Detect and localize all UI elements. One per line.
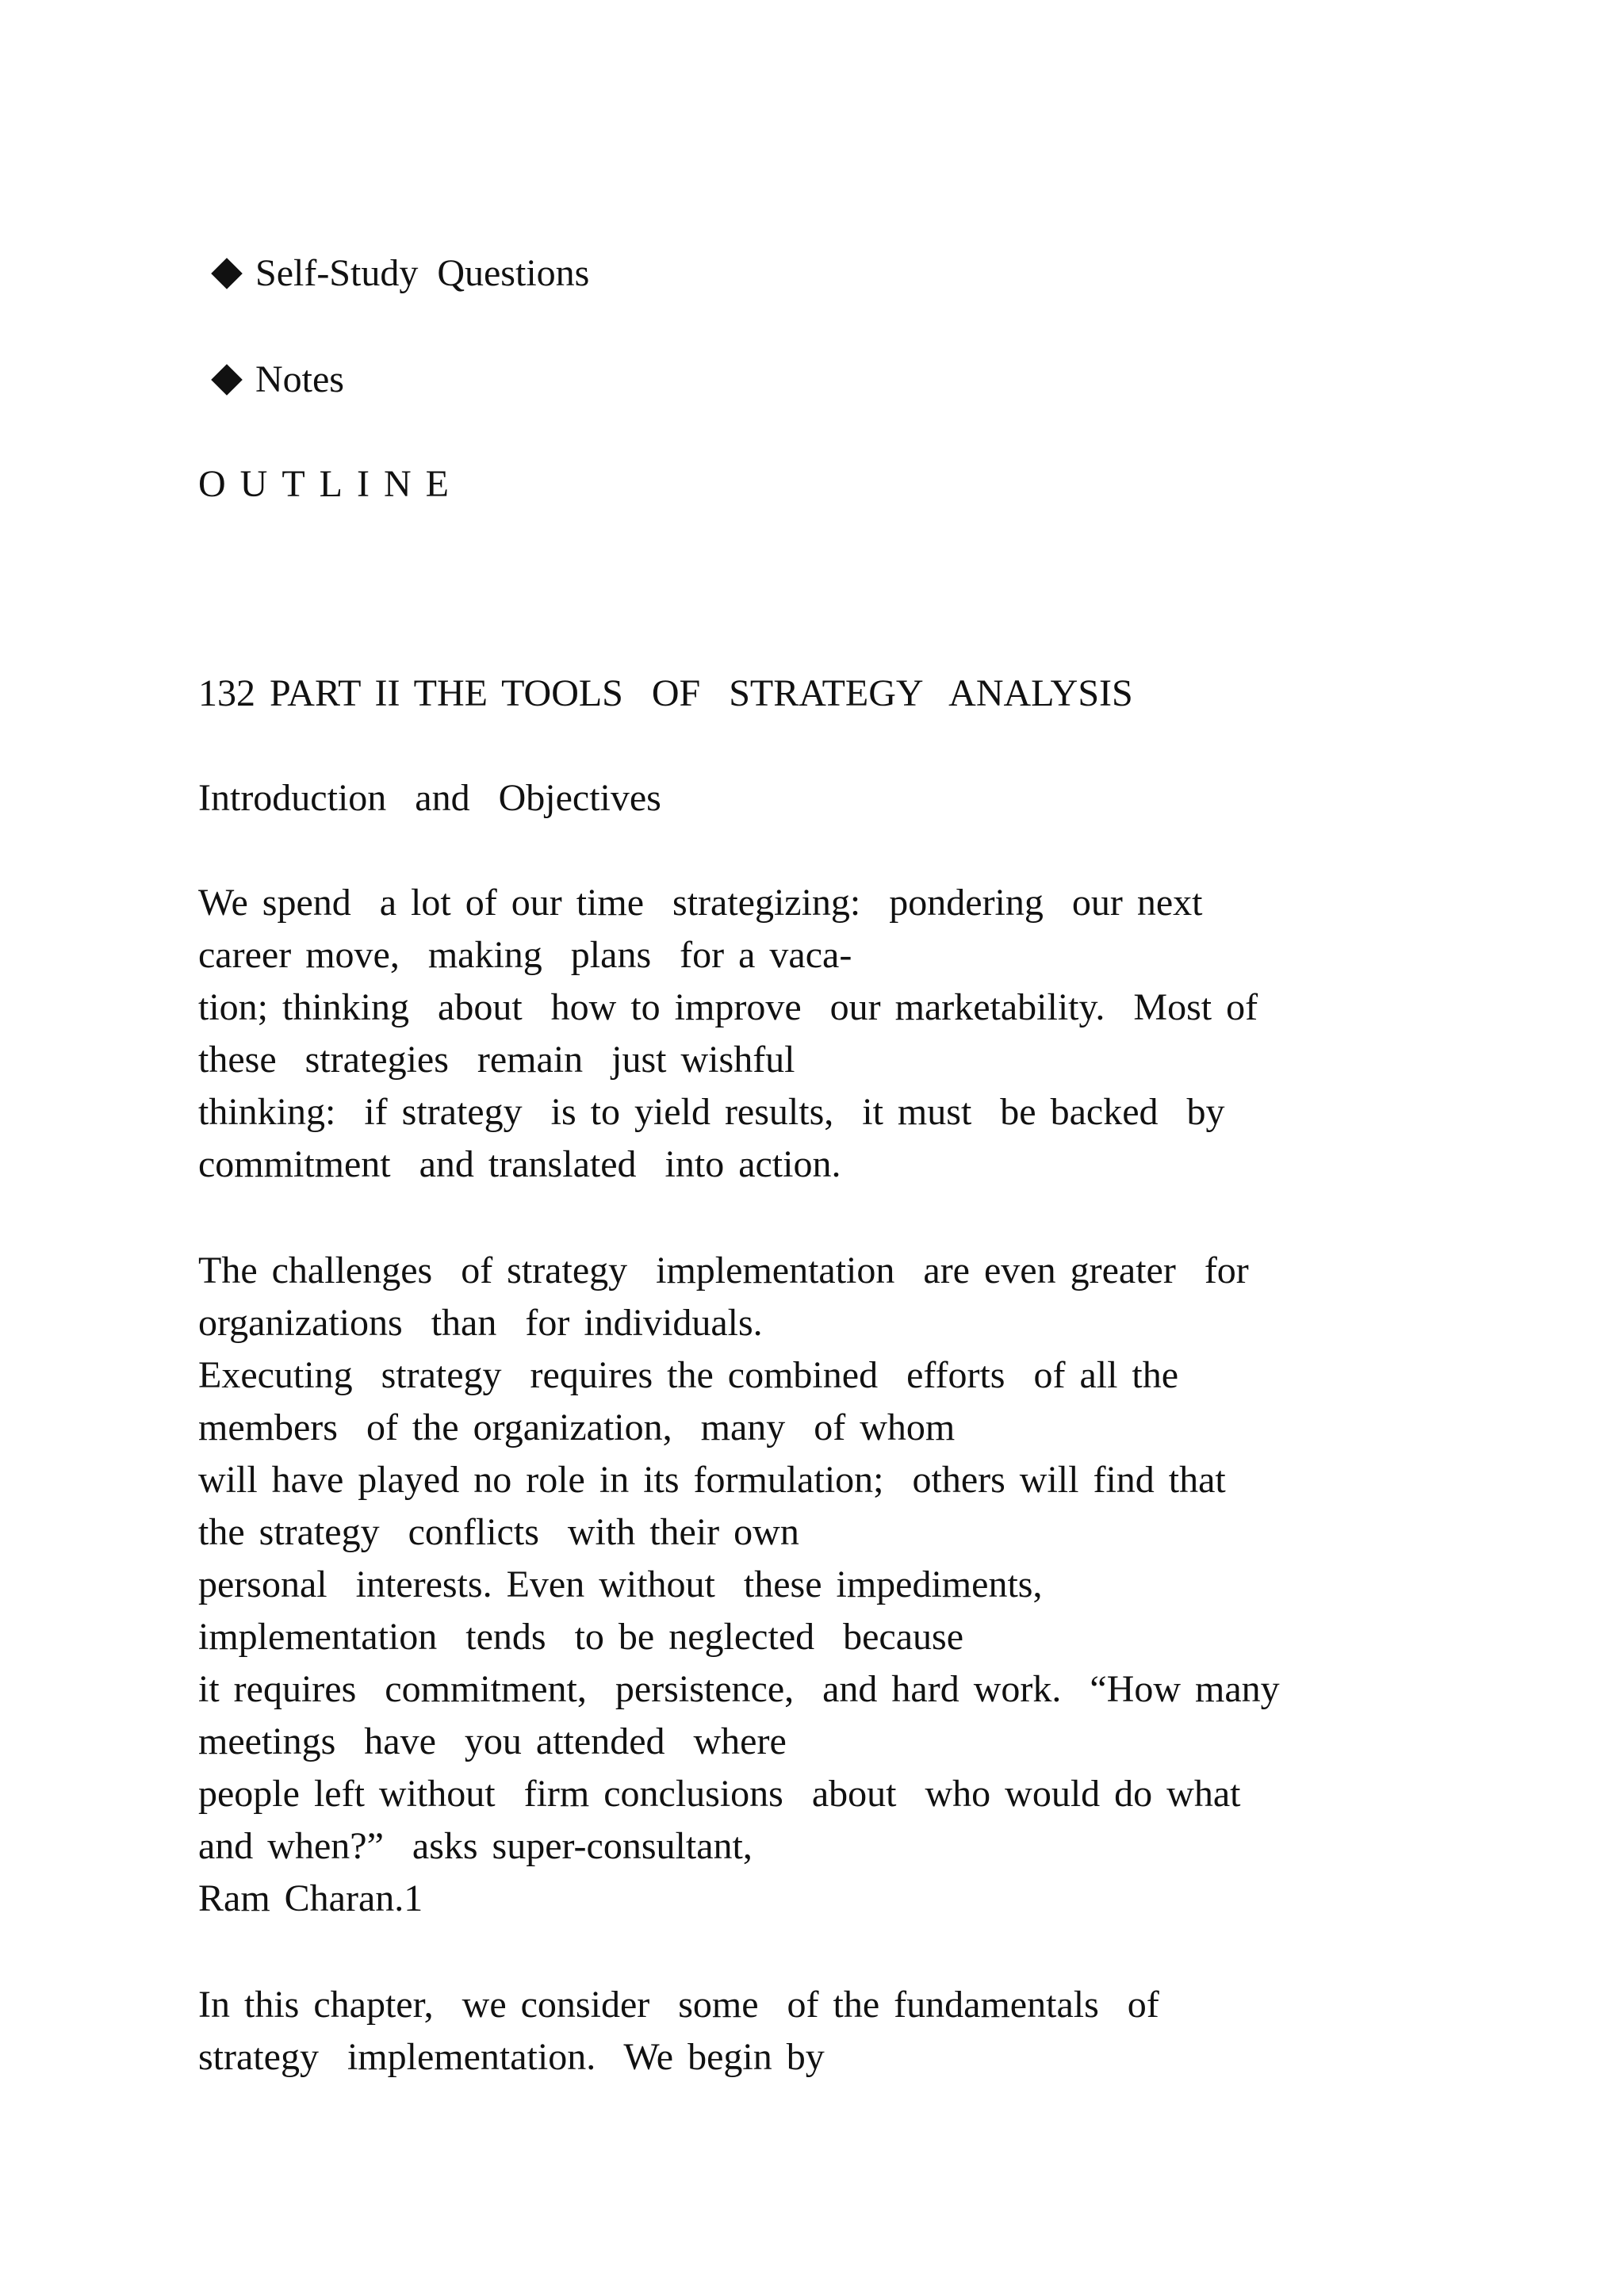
paragraph-line: The challenges of strategy implementation are even greater for [198,1249,1249,1292]
paragraph-line: commitment and translated into action. [198,1143,841,1185]
paragraph-line: will have played no role in its formulation; others will find that [198,1459,1226,1501]
paragraph-line: strategy implementation. We begin by [198,2036,825,2078]
bullet-item-notes [213,354,344,406]
paragraph-line: and when?” asks super-consultant, [198,1825,753,1867]
bullet-text: Self-Study Questions [255,252,590,294]
paragraph-line: members of the organization, many of whom [198,1406,956,1448]
paragraph-line: these strategies remain just wishful [198,1039,795,1081]
section-title: Introduction and Objectives [198,777,661,819]
bullet-text: Notes [255,358,344,400]
paragraph-line: implementation tends to be neglected because [198,1616,964,1658]
paragraph-line: people left without firm conclusions about who would do what [198,1773,1241,1815]
diamond-bullet-icon [211,364,243,396]
paragraph-line: it requires commitment, persistence, and hard work. “How many [198,1668,1280,1710]
paragraph-line: thinking: if strategy is to yield results, it must be backed by [198,1091,1225,1133]
outline-heading: OUTLINE [198,463,463,505]
paragraph-line: In this chapter, we consider some of the fundamentals of [198,1984,1159,2026]
paragraph-line: Executing strategy requires the combined efforts of all the [198,1354,1179,1396]
paragraph-line: tion; thinking about how to improve our marketability. Most of [198,986,1258,1028]
diamond-bullet-icon [211,258,243,289]
paragraph-line: Ram Charan.1 [198,1877,423,1919]
paragraph-line: career move, making plans for a vaca- [198,934,852,976]
paragraph-line: organizations than for individuals. [198,1302,763,1344]
running-header: 132 PART II THE TOOLS OF STRATEGY ANALYSIS [198,672,1133,714]
paragraph-line: personal interests. Even without these impediments, [198,1563,1043,1605]
paragraph-line: We spend a lot of our time strategizing: pondering our next [198,882,1203,924]
paragraph-line: meetings have you attended where [198,1720,787,1762]
bullet-item-self-study [213,247,589,300]
paragraph-line: the strategy conflicts with their own [198,1511,799,1553]
